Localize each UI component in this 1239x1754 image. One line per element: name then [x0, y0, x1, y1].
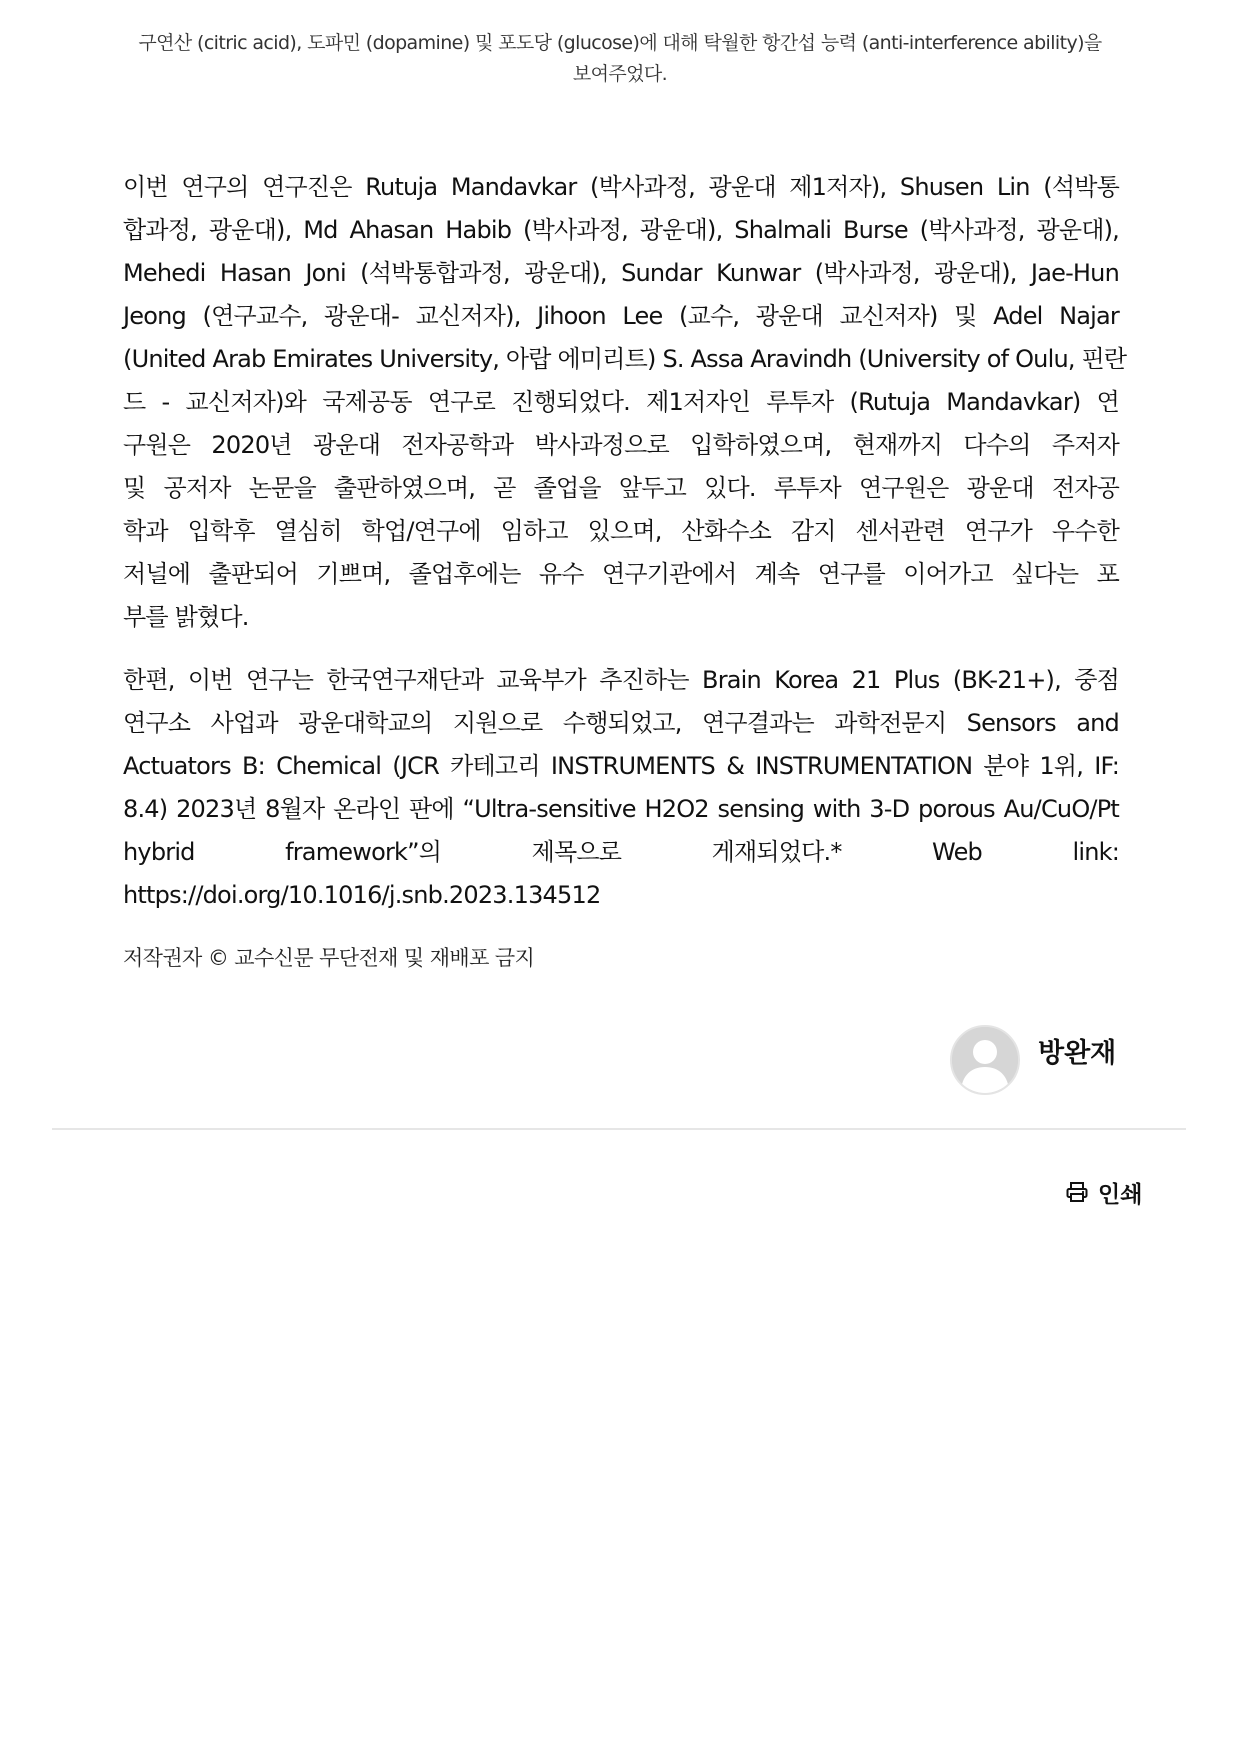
- section-divider: [52, 1128, 1186, 1130]
- copyright-notice: 저작권자 © 교수신문 무단전재 및 재배포 금지: [123, 946, 535, 970]
- paragraph-line: 합과정, 광운대), Md Ahasan Habib (박사과정, 광운대), Shalmali Burse (박사과정, 광운대),: [123, 216, 1119, 244]
- article-paragraph-1: [123, 166, 1127, 639]
- caption-line: 보여주었다.: [572, 63, 668, 85]
- paragraph-line: (United Arab Emirates University, 아랍 에미리트) S. Assa Aravindh (University of Oulu, 핀란: [123, 345, 1127, 373]
- printer-icon: [1066, 1181, 1088, 1203]
- user-silhouette-icon: [950, 1025, 1020, 1095]
- image-caption: [120, 28, 1120, 90]
- paragraph-line: 저널에 출판되어 기쁘며, 졸업후에는 유수 연구기관에서 계속 연구를 이어가고 싶다는 포: [123, 560, 1119, 588]
- paragraph-line: 한편, 이번 연구는 한국연구재단과 교육부가 추진하는 Brain Korea 21 Plus (BK-21+), 중점: [123, 666, 1119, 694]
- paragraph-line: 구원은 2020년 광운대 전자공학과 박사과정으로 입학하였으며, 현재까지 다수의 주저자: [123, 431, 1119, 459]
- avatar-silhouette: [952, 1027, 1018, 1093]
- doi-link[interactable]: https://doi.org/10.1016/j.snb.2023.134512: [123, 881, 601, 909]
- paragraph-line: 8.4) 2023년 8월자 온라인 판에 “Ultra-sensitive H2O2 sensing with 3-D porous Au/CuO/Pt: [123, 795, 1119, 823]
- paragraph-line: 이번 연구의 연구진은 Rutuja Mandavkar (박사과정, 광운대 제1저자), Shusen Lin (석박통: [123, 173, 1119, 201]
- author-byline[interactable]: [950, 1025, 1120, 1097]
- caption-line: 구연산 (citric acid), 도파민 (dopamine) 및 포도당 (glucose)에 대해 탁월한 항간섭 능력 (anti-interference ability)을: [138, 32, 1102, 54]
- paragraph-line: 부를 밝혔다.: [123, 603, 249, 631]
- author-name[interactable]: 방완재: [1038, 1038, 1117, 1069]
- article-body: [123, 166, 1127, 973]
- paragraph-line: Jeong (연구교수, 광운대- 교신저자), Jihoon Lee (교수, 광운대 교신저자) 및 Adel Najar: [123, 302, 1119, 330]
- article-paragraph-2: [123, 659, 1119, 917]
- paragraph-line: Actuators B: Chemical (JCR 카테고리 INSTRUMENTS & INSTRUMENTATION 분야 1위, IF:: [123, 752, 1119, 780]
- paragraph-line: 및 공저자 논문을 출판하였으며, 곧 졸업을 앞두고 있다. 루투자 연구원은 광운대 전자공: [123, 474, 1119, 502]
- print-button[interactable]: [1066, 1174, 1142, 1210]
- print-label: 인쇄: [1098, 1181, 1143, 1208]
- paragraph-line: 드 - 교신저자)와 국제공동 연구로 진행되었다. 제1저자인 루투자 (Rutuja Mandavkar) 연: [123, 388, 1119, 416]
- paragraph-line: hybrid framework”의 제목으로 게재되었다.* Web link:: [123, 838, 1119, 866]
- paragraph-line: 학과 입학후 열심히 학업/연구에 임하고 있으며, 산화수소 감지 센서관련 연구가 우수한: [123, 517, 1119, 545]
- paragraph-line: 연구소 사업과 광운대학교의 지원으로 수행되었고, 연구결과는 과학전문지 Sensors and: [123, 709, 1119, 737]
- paragraph-line: Mehedi Hasan Joni (석박통합과정, 광운대), Sundar Kunwar (박사과정, 광운대), Jae-Hun: [123, 259, 1119, 287]
